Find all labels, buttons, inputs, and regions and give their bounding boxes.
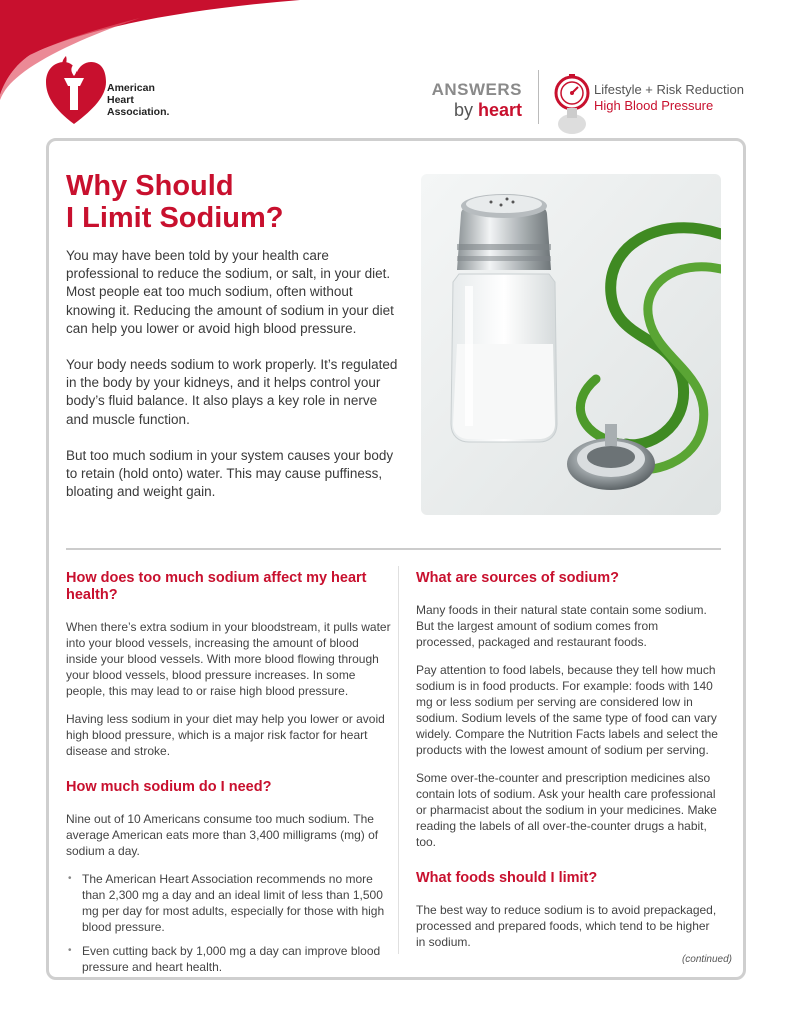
topic-heading [594,82,744,114]
column-divider [398,566,399,954]
list-item: • The American Heart Association recommends no more than 2,300 mg a day and an ideal limit of less than 1,500 mg per day for most adults, especially for those with high blood pressure. [66,871,392,935]
section-paragraph: Pay attention to food labels, because they tell how much sodium is in food products. For example: foods with 140 mg or less sodium per serving are considered low in sodium. Sodium levels of the same type of food can vary widely. Compare the Nutrition Facts labels and select the products with the lowest amount of sodium per serving. [416,663,718,757]
title-line: I Limit Sodium? [66,202,284,234]
by-heart-label [418,100,522,120]
section-heading: How much sodium do I need? [66,779,272,795]
section-paragraph: When there’s extra sodium in your bloodstream, it pulls water into your blood vessels, increasing the amount of blood inside your blood vessels. With more blood flowing through your blood vessels, blood pressure increases. In some people, this may lead to or raise high blood pressure. [66,620,391,698]
intro-paragraph: But too much sodium in your system causes your body to retain (hold onto) water. This may cause puffiness, bloating and weight gain. [66,447,394,500]
left-column [66,570,392,983]
intro-text [66,247,401,519]
section-paragraph: Some over-the-counter and prescription medicines also contain lots of sodium. Ask your health care professional or pharmacist about the sodium in your medicines. Make reading the labels of all over-the-counter drugs a habit, too. [416,771,717,849]
section-heading: How does too much sodium affect my heart health? [66,570,367,603]
continued-note: (continued) [681,954,732,965]
intro-paragraph: Your body needs sodium to work properly. It’s regulated in the body by your kidneys, and it helps control your body’s fluid balance. It also plays a key role in nerve and muscle function. [66,357,398,427]
intro-paragraph: You may have been told by your health care professional to reduce the sodium, or salt, in your diet. Most people eat too much sodium, often without knowing it. Reducing the amount of sodium in your diet can help you lower or avoid high blood pressure. [66,248,394,336]
section-paragraph: Having less sodium in your diet may help you lower or avoid high blood pressure, which is a major risk factor for heart disease and stroke. [66,712,385,758]
section-paragraph: Nine out of 10 Americans consume too much sodium. The average American eats more than 3,400 milligrams (mg) of sodium a day. [66,812,379,858]
section-paragraph: The best way to reduce sodium is to avoid prepackaged, processed and prepared foods, which tend to be higher in sodium. [416,903,717,949]
section-heading: What foods should I limit? [416,870,598,886]
logo-line: American [107,82,155,94]
by-label: by [453,100,473,120]
right-column [416,570,718,962]
page-title [66,170,284,234]
section-heading: What are sources of sodium? [416,570,620,586]
logo-line: Heart [107,94,134,106]
blood-pressure-gauge-icon [553,74,593,136]
answers-label: ANSWERS [431,80,522,99]
list-item: • Even cutting back by 1,000 mg a day can improve blood pressure and heart health. [66,943,392,975]
salt-shaker-stethoscope-photo [421,174,721,515]
recommendation-list [66,871,392,975]
topic-category: Lifestyle + Risk Reduction [594,82,744,97]
section-divider [66,548,721,550]
topic-name: High Blood Pressure [594,98,714,113]
title-line: Why Should [66,170,234,202]
heart-label: heart [477,100,522,120]
answers-by-heart-brand [418,80,522,120]
logo-line: Association. [107,106,170,118]
header-divider [538,70,539,124]
logo-wordmark [107,82,169,118]
section-paragraph: Many foods in their natural state contain some sodium. But the largest amount of sodium comes from processed, packaged and restaurant foods. [416,603,707,649]
